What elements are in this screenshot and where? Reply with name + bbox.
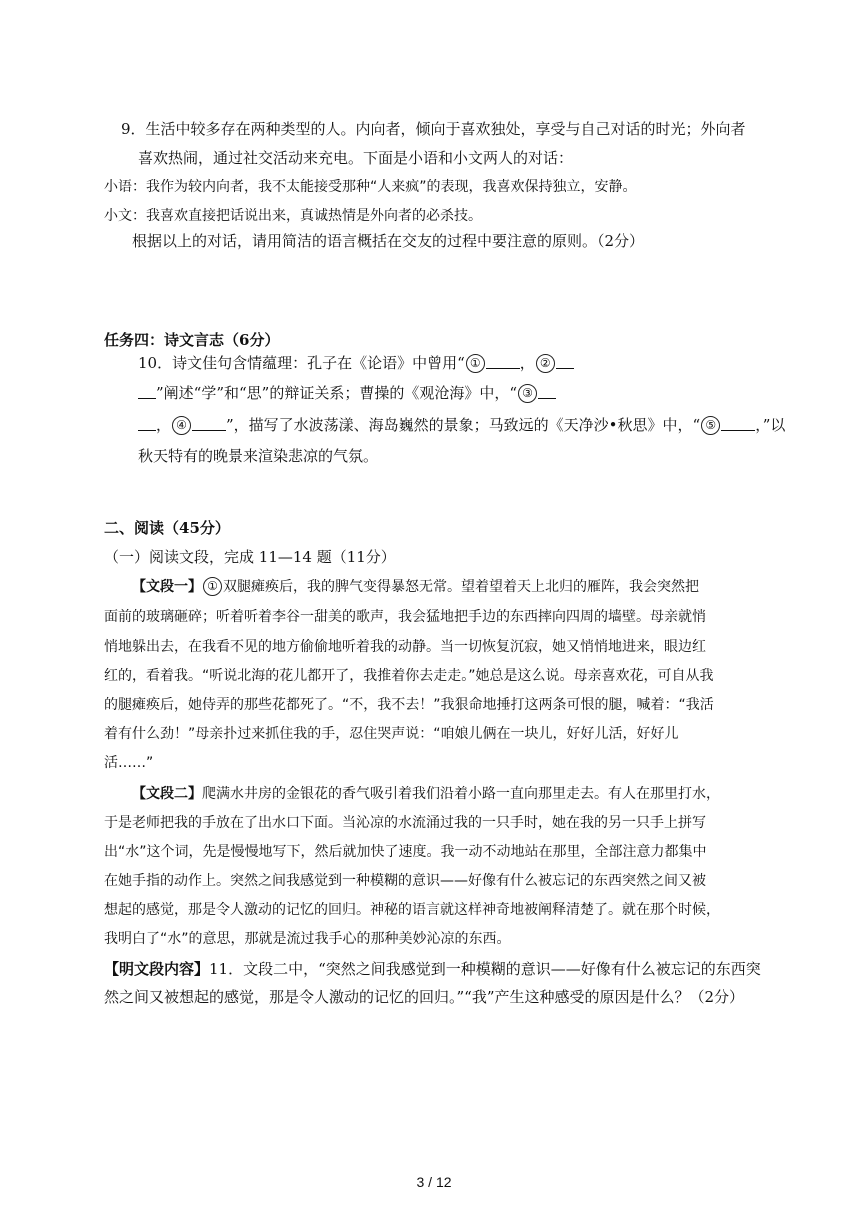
passage1-line-4: 红的，看着我。“听说北海的花儿都开了，我推着你去走走。”她总是这么说。母亲喜欢花，可自从我 (104, 668, 714, 684)
passage1-label: 【文段一】 (132, 579, 202, 595)
q10-line-3 (138, 414, 785, 436)
passage2-line-3: 出“水”这个词，先是慢慢地写下，然后就加快了速度。我一动不动地站在那里，全部注意力都集中 (104, 844, 707, 860)
answer-blank-3a[interactable] (538, 384, 556, 399)
q9-dialogue-xiaowen: 小文：我喜欢直接把话说出来，真诚热情是外向者的必杀技。 (104, 208, 482, 224)
passage1-number: ① (203, 577, 222, 596)
q10-text-b: ”阐述“学”和“思”的辩证关系；曹操的《观沧海》中，“ (156, 384, 518, 402)
q11-label: 【明文段内容】 (104, 960, 210, 978)
q10-text-c: ”，描写了水波荡漾、海岛巍然的景象；马致远的《天净沙•秋思》中，“ (226, 416, 701, 434)
q9-dialogue-xiaoyu: 小语：我作为较内向者，我不太能接受那种“人来疯”的表现，我喜欢保持独立，安静。 (104, 179, 637, 195)
q10-line-4: 秋天特有的晚景来渲染悲凉的气氛。 (138, 447, 379, 465)
q11-text-1: 11．文段二中，“突然之间我感觉到一种模糊的意识——好像有什么被忘记的东西突 (209, 960, 761, 978)
passage1-line-2: 面前的玻璃砸碎；听着听着李谷一甜美的歌声，我会猛地把手边的东西摔向四周的墙壁。母亲就悄 (104, 609, 706, 625)
q9-prompt: 根据以上的对话，请用简洁的语言概括在交友的过程中要注意的原则。（2分） (132, 232, 645, 250)
reading-section-title: 二、阅读（45分） (104, 519, 230, 537)
task4-title: 任务四：诗文言志（6分） (104, 331, 280, 349)
passage1-text-1: 双腿瘫痪后，我的脾气变得暴怒无常。望着望着天上北归的雁阵，我会突然把 (223, 579, 699, 595)
answer-blank-4[interactable] (192, 416, 226, 431)
page-number: 3 / 12 (416, 1174, 452, 1190)
blank-number-2: ② (536, 354, 555, 373)
blank-number-4: ④ (172, 416, 191, 435)
answer-blank-2b[interactable] (138, 384, 156, 399)
answer-blank-5[interactable] (721, 416, 755, 431)
blank-number-3: ③ (518, 384, 537, 403)
passage2-line-1 (132, 783, 720, 805)
passage2-line-2: 于是老师把我的手放在了出水口下面。当沁凉的水流涌过我的一只手时，她在我的另一只手上拼写 (104, 815, 706, 831)
q10-text-a: 10．诗文佳句含情蕴理：孔子在《论语》中曾用“ (138, 354, 465, 372)
passage2-line-6: 我明白了“水”的意思，那就是流过我手心的那种美妙沁凉的东西。 (104, 931, 511, 947)
q10-text-d: ，”以 (755, 416, 786, 434)
passage1-line-7: 活……” (104, 755, 154, 771)
q10-sep-1: ， (519, 354, 535, 372)
q11-line-1 (104, 958, 761, 980)
q10-sep-2: ， (156, 416, 172, 434)
passage1-line-6: 着有什么劲！”母亲扑过来抓住我的手，忍住哭声说：“咱娘儿俩在一块儿，好好儿活，好好儿 (104, 726, 679, 742)
answer-blank-3b[interactable] (138, 416, 156, 431)
passage1-line-1 (132, 576, 699, 598)
passage1-line-3: 悄地躲出去，在我看不见的地方偷偷地听着我的动静。当一切恢复沉寂，她又悄悄地进来，眼边红 (104, 639, 706, 655)
reading-subtitle: （一）阅读文段，完成 11—14 题（11分） (104, 548, 396, 566)
passage2-line-4: 在她手指的动作上。突然之间我感觉到一种模糊的意识——好像有什么被忘记的东西突然之间又被 (104, 873, 706, 889)
passage2-text-1: 爬满水井房的金银花的香气吸引着我们沿着小路一直向那里走去。有人在那里打水， (202, 786, 720, 802)
q9-line-1: 9．生活中较多存在两种类型的人。内向者，倾向于喜欢独处，享受与自己对话的时光；外向者 (121, 120, 746, 138)
answer-blank-1[interactable] (486, 354, 520, 369)
q10-line-2 (138, 382, 556, 404)
q11-line-2: 然之间又被想起的感觉，那是令人激动的记忆的回归。”“我”产生这种感受的原因是什么？（2分） (104, 988, 745, 1006)
passage2-label: 【文段二】 (132, 786, 202, 802)
passage1-line-5: 的腿瘫痪后，她侍弄的那些花都死了。“不，我不去！”我狠命地捶打这两条可恨的腿，喊着：“我活 (104, 697, 714, 713)
blank-number-5: ⑤ (701, 416, 720, 435)
passage2-line-5: 想起的感觉，那是令人激动的记忆的回归。神秘的语言就这样神奇地被阐释清楚了。就在那个时候， (104, 902, 720, 918)
answer-blank-2a[interactable] (556, 354, 574, 369)
blank-number-1: ① (466, 354, 485, 373)
q9-line-2: 喜欢热闹，通过社交活动来充电。下面是小语和小文两人的对话： (138, 149, 574, 167)
q10-line-1 (138, 352, 574, 374)
